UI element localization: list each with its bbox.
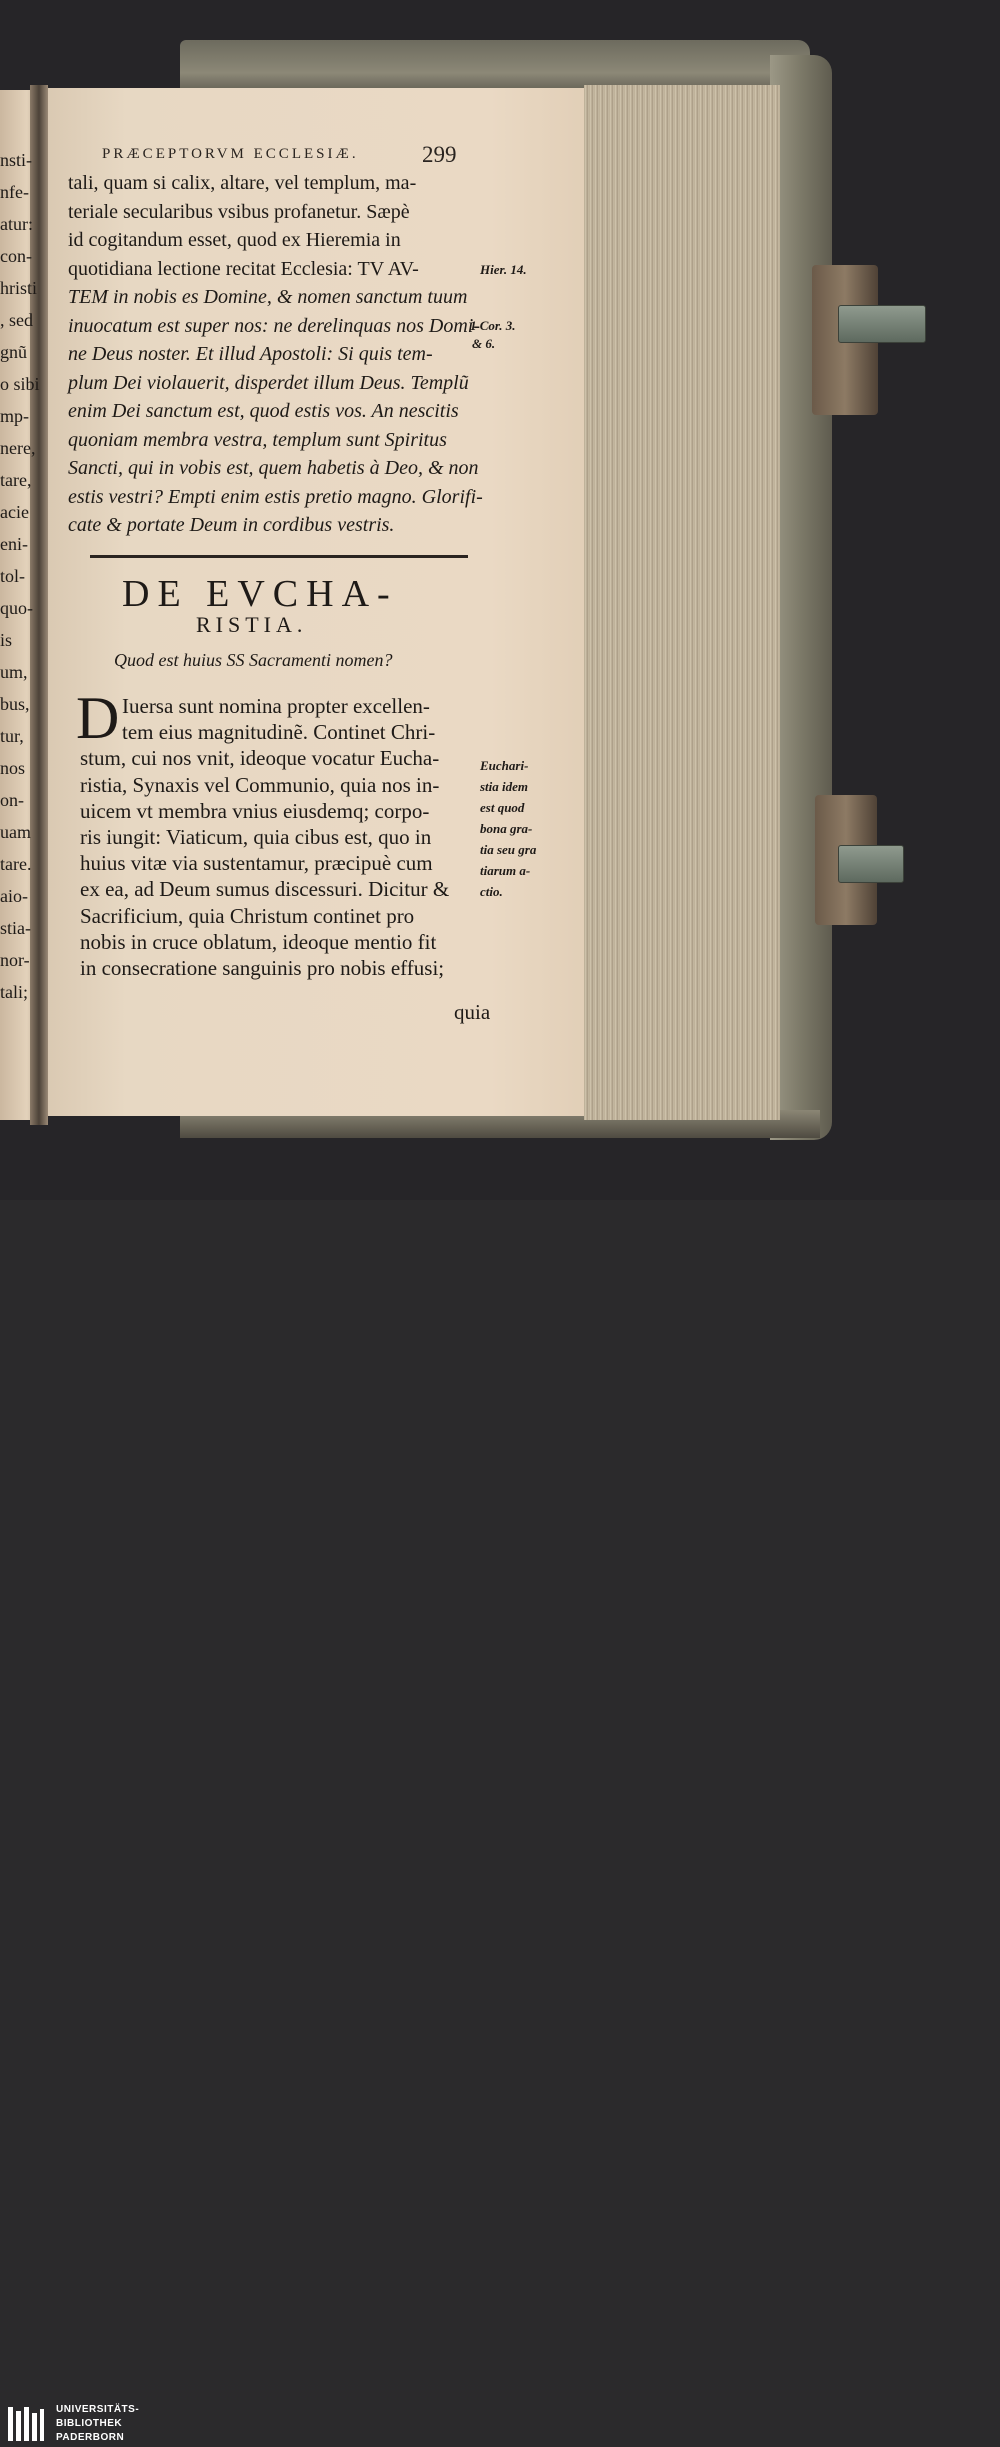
section-title: DE EVCHA- <box>122 573 398 615</box>
left-page-fragment: aio- <box>0 886 28 906</box>
left-page-fragment: on- <box>0 790 24 810</box>
footer-bar <box>0 1200 1000 2443</box>
left-page-fragment: tol- <box>0 566 25 586</box>
left-page-fragment: nfe- <box>0 182 29 202</box>
library-name-line2: BIBLIOTHEK <box>56 2418 123 2429</box>
left-page-fragment: nere, <box>0 438 36 458</box>
body-text-line: nobis in cruce oblatum, ideoque mentio fit <box>80 929 437 954</box>
left-page-fragment: um, <box>0 662 28 682</box>
lower-clasp-plate <box>838 845 904 883</box>
body-text-line: tem eius magnitudinẽ. Continet Chri- <box>122 720 436 745</box>
section-rule <box>90 555 468 558</box>
left-page-fragment: atur: <box>0 214 33 234</box>
margin-note-eucharistia-line: tiarum a- <box>480 863 531 878</box>
left-page-fragment: con- <box>0 246 32 266</box>
upper-text-line: cate & portate Deum in cordibus vestris. <box>68 514 395 536</box>
left-page-fragment: mp- <box>0 406 29 426</box>
body-text-line: ris iungit: Viaticum, quia cibus est, quo in <box>80 825 432 849</box>
left-page-fragment: o sibi <box>0 374 40 394</box>
margin-note-cor-6: & 6. <box>472 336 496 351</box>
body-text-line: Iuersa sunt nomina propter excellen- <box>122 694 430 718</box>
left-page-fragment: gnũ <box>0 342 27 362</box>
left-page-fragment: bus, <box>0 694 30 714</box>
upper-text-line: quoniam membra vestra, templum sunt Spiritus <box>68 428 447 451</box>
left-page-fragment: acie <box>0 502 29 522</box>
upper-text-line: quotidiana lectione recitat Ecclesia: TV AV- <box>68 257 419 280</box>
body-text-line: stum, cui nos vnit, ideoque vocatur Eucha- <box>80 746 440 771</box>
left-page-fragment: nsti- <box>0 150 33 170</box>
upper-text-line: ne Deus noster. Et illud Apostoli: Si quis tem- <box>68 343 433 365</box>
section-question: Quod est huius SS Sacramenti nomen? <box>114 650 393 670</box>
drop-cap: D <box>76 685 120 751</box>
upper-clasp-plate <box>838 305 926 343</box>
body-text-line: huius vitæ via sustentamur, præcipuè cum <box>80 851 433 876</box>
upper-text-line: teriale secularibus vsibus profanetur. Sæpè <box>68 200 410 223</box>
margin-note-hier: Hier. 14. <box>480 262 527 277</box>
page-fore-edge <box>584 85 780 1120</box>
margin-note-eucharistia-line: stia idem <box>480 779 529 794</box>
university-library-logo-icon <box>6 2403 46 2447</box>
left-page-fragment: tare. <box>0 854 32 874</box>
body-text-line: Sacrificium, quia Christum continet pro <box>80 903 415 928</box>
upper-text-line: TEM in nobis es Domine, & nomen sanctum tuum <box>68 286 468 308</box>
margin-note-eucharistia-line: est quod <box>480 800 525 815</box>
left-page-fragment: tare, <box>0 470 32 490</box>
library-name-line1: UNIVERSITÄTS- <box>56 2404 140 2415</box>
upper-text-line: estis vestri? Empti enim estis pretio magno. Glorifi- <box>68 485 483 508</box>
margin-note-eucharistia-line: ctio. <box>480 884 503 899</box>
left-page-fragment: eni- <box>0 534 28 554</box>
margin-note-eucharistia-line: Euchari- <box>480 758 529 773</box>
page-number: 299 <box>422 142 457 167</box>
upper-text-line: tali, quam si calix, altare, vel templum, ma- <box>68 172 417 194</box>
upper-text-line: enim Dei sanctum est, quod estis vos. An nescitis <box>68 400 459 422</box>
section-title-continued: RISTIA. <box>196 612 308 637</box>
body-text-line: ristia, Synaxis vel Communio, quia nos in- <box>80 772 440 797</box>
margin-note-eucharistia-line: tia seu gra <box>480 842 537 857</box>
left-page-fragment: quo- <box>0 598 33 618</box>
library-name-line3: PADERBORN <box>56 2432 125 2443</box>
body-text-line: ex ea, ad Deum sumus discessuri. Dicitur & <box>80 877 450 902</box>
left-page-fragment: hristi <box>0 278 38 298</box>
upper-text-line: inuocatum est super nos: ne derelinquas nos Domi- <box>68 314 480 337</box>
left-page-fragment: stia- <box>0 918 31 938</box>
margin-note-cor: 1 Cor. 3. <box>470 318 516 333</box>
body-text-line: uicem vt membra vnius eiusdemq; corpo- <box>80 798 430 823</box>
upper-text-line: Sancti, qui in vobis est, quem habetis à Deo, & non <box>68 457 479 479</box>
catchword: quia <box>454 1000 491 1024</box>
left-page-fragment: is <box>0 630 13 650</box>
left-page-fragment: uam <box>0 822 31 842</box>
left-page-fragment: , sed <box>0 310 33 330</box>
left-page-fragment: nor- <box>0 950 30 970</box>
running-head: PRÆCEPTORVM ECCLESIÆ. <box>102 146 359 162</box>
margin-note-eucharistia-line: bona gra- <box>480 821 533 836</box>
upper-text-line: id cogitandum esset, quod ex Hieremia in <box>68 229 401 251</box>
left-page-fragment: tali; <box>0 982 28 1002</box>
left-page-fragment: nos <box>0 758 26 778</box>
book-scan <box>0 0 1000 1200</box>
upper-text-line: plum Dei violauerit, disperdet illum Deus. Templũ <box>68 371 469 394</box>
body-text-line: in consecratione sanguinis pro nobis effusi; <box>80 956 445 980</box>
left-page-fragment: tur, <box>0 726 24 746</box>
